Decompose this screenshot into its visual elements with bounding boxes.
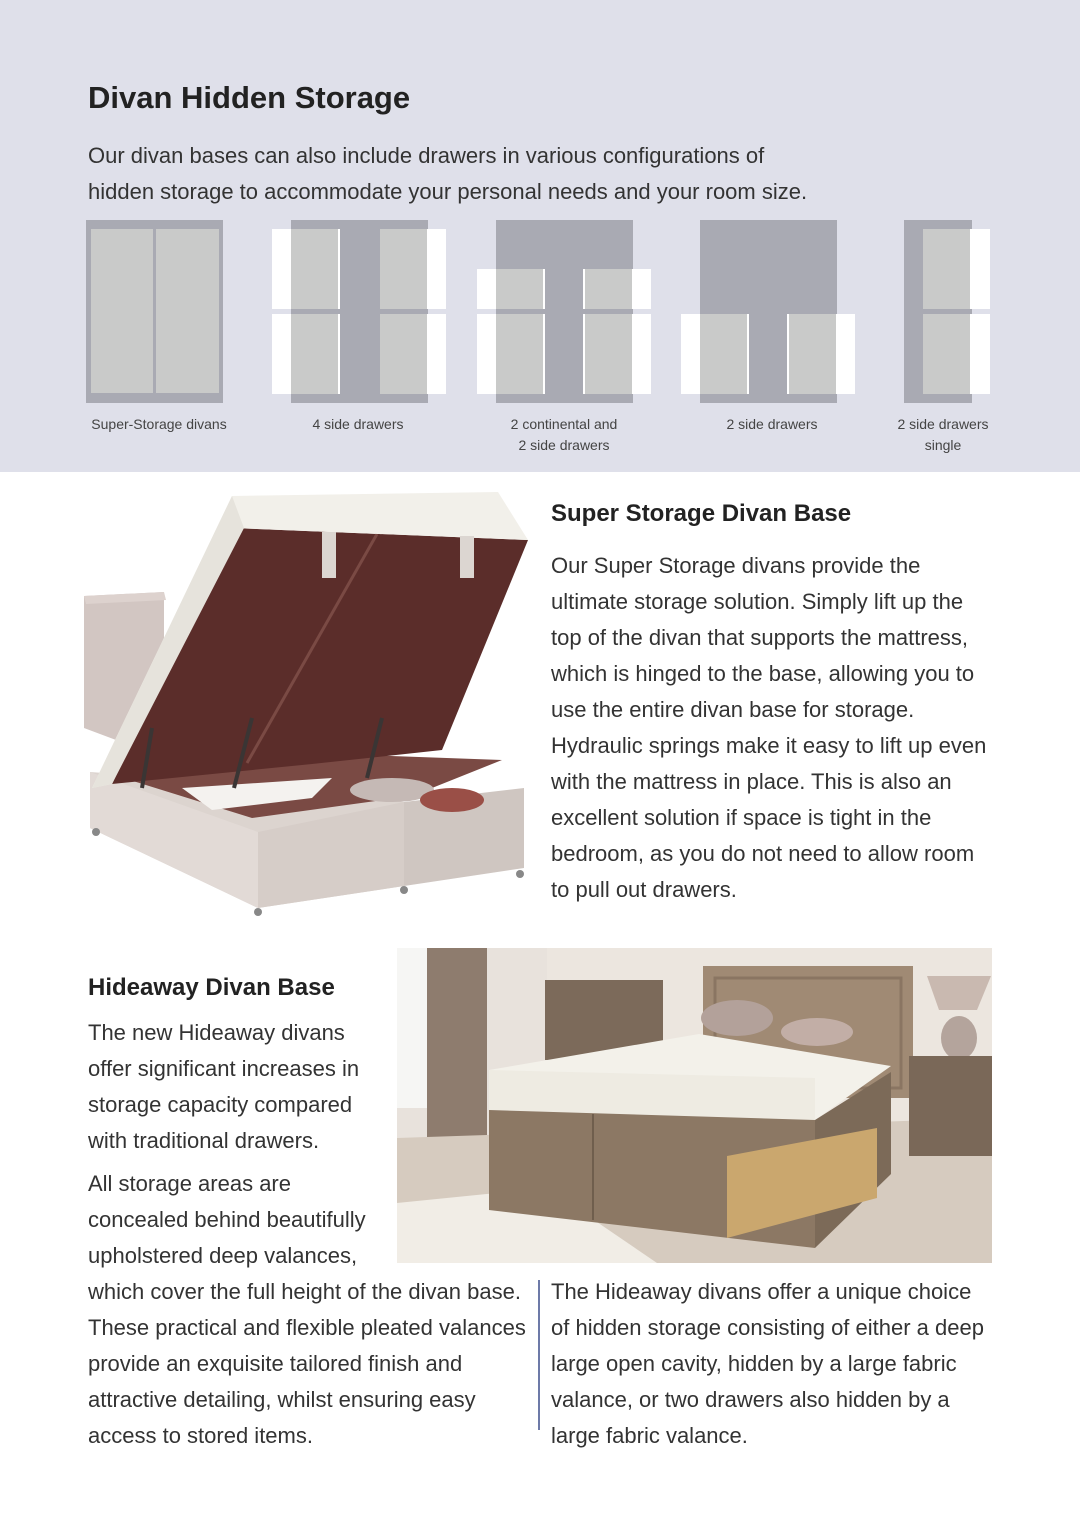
super-storage-bed-photo: [82, 488, 530, 918]
caption-2-continental-line2: 2 side drawers: [518, 437, 610, 453]
hideaway-para2-top: All storage areas are concealed behind beautifully upholstered deep valances,: [88, 1171, 366, 1268]
caption-2-continental-line1: 2 continental and: [510, 416, 618, 432]
super-storage-body: Our Super Storage divans provide the ultimate storage solution. Simply lift up the top of the divan that supports the mattress, which is hinged to the base, allowing you to use the entire divan base for storage. Hydraulic springs make it easy to lift up even with the mattress in place. This is also an excellent solution if space is tight in the bedroom, as you do not need to allow room to pull out drawers.: [551, 553, 987, 902]
super-storage-heading: Super Storage Divan Base: [551, 500, 852, 527]
column-divider: [538, 1280, 540, 1430]
diagram-2-side-drawers-single: [904, 220, 990, 403]
caption-2-side-drawers: 2 side drawers: [726, 416, 818, 432]
hideaway-right-column: The Hideaway divans offer a unique choice of hidden storage consisting of either a deep large open cavity, hidden by a large fabric valance, or two drawers also hidden by a large fabric valance.: [551, 1279, 984, 1448]
hideaway-bedroom-photo: [397, 948, 992, 1263]
caption-super-storage: Super-Storage divans: [91, 416, 227, 432]
caption-single-line1: 2 side drawers: [897, 416, 989, 432]
diagram-2-continental-2-side: [477, 220, 651, 403]
diagram-2-side-drawers: [681, 220, 855, 403]
hideaway-heading: Hideaway Divan Base: [88, 974, 335, 1001]
diagram-super-storage: [86, 220, 223, 403]
intro-text: Our divan bases can also include drawers in various configurations of hidden storage to accommodate your personal needs and your room size.: [88, 143, 808, 204]
diagram-4-side-drawers: [272, 220, 446, 403]
hideaway-para2-bottom: which cover the full height of the divan base. These practical and flexible pleated valances provide an exquisite tailored finish and attractive detailing, whilst ensuring easy access to stored items.: [88, 1279, 526, 1448]
caption-single-line2: single: [924, 437, 962, 453]
page-title: Divan Hidden Storage: [88, 80, 411, 115]
hideaway-para1: The new Hideaway divans offer significant increases in storage capacity compared with traditional drawers.: [88, 1020, 360, 1153]
caption-4-side-drawers: 4 side drawers: [312, 416, 404, 432]
